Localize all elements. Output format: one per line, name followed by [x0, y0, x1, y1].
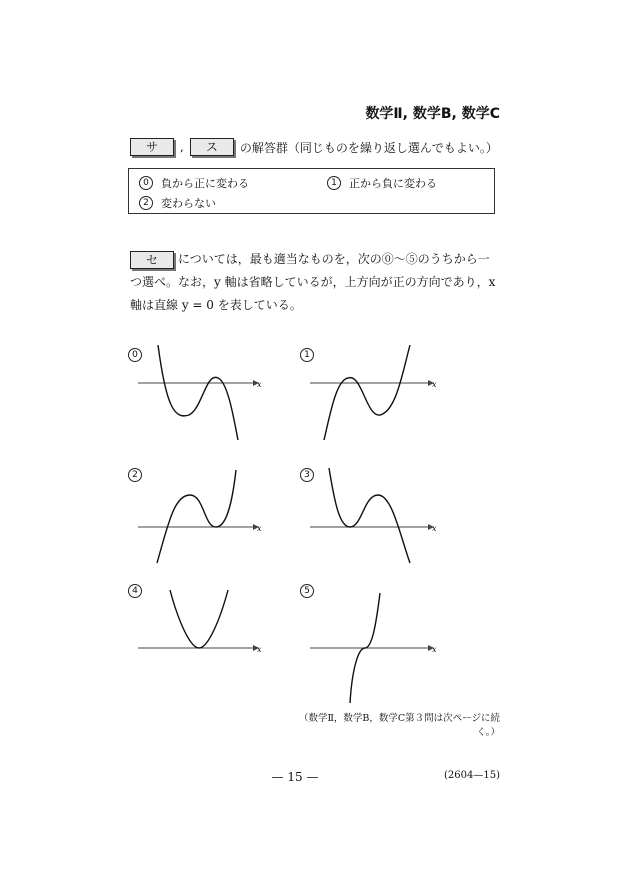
separator: ,	[180, 140, 184, 154]
option-0[interactable]	[139, 175, 249, 191]
graph-2[interactable]	[138, 465, 268, 565]
curve	[158, 345, 238, 440]
answer-group-box	[128, 168, 495, 214]
option-text: 変わらない	[161, 197, 216, 210]
option-number: 2	[139, 196, 153, 210]
x-axis-label: x	[257, 524, 262, 533]
curve	[157, 470, 236, 563]
curve	[324, 345, 410, 440]
x-axis-label: x	[257, 380, 262, 389]
curve	[329, 468, 410, 563]
graph-3-label: 3	[300, 462, 314, 482]
graph-1[interactable]	[310, 345, 440, 445]
option-2[interactable]	[139, 195, 216, 211]
subject-header: 数学Ⅱ, 数学B, 数学C	[365, 106, 500, 122]
answer-box-se[interactable]: セ	[130, 251, 174, 269]
x-axis-label: x	[432, 380, 437, 389]
page-number: — 15 —	[271, 770, 319, 784]
answer-group-title: の解答群（同じものを繰り返し選んでもよい。）	[239, 140, 498, 155]
x-axis-label: x	[432, 645, 437, 654]
continued-note: （数学Ⅱ，数学B，数学C第３問は次ページに続く。）	[298, 713, 500, 738]
graph-4[interactable]	[138, 585, 268, 665]
graph-0-label: 0	[128, 342, 142, 362]
graph-5-label: 5	[300, 578, 314, 598]
answer-box-su[interactable]: ス	[190, 138, 234, 156]
question-paragraph	[130, 248, 498, 317]
page-code: (2604—15)	[444, 770, 500, 781]
curve	[170, 590, 228, 648]
option-number: 0	[139, 176, 153, 190]
graph-0[interactable]	[138, 345, 268, 445]
option-text: 負から正に変わる	[161, 177, 249, 190]
question-text: については，最も適当なものを，次の⓪〜⑤のうちから一つ選べ。なお，y 軸は省略しているが，上方向が正の方向であり，x 軸は直線 y = 0 を表している。	[130, 252, 496, 312]
option-number: 1	[327, 176, 341, 190]
option-text: 正から負に変わる	[349, 177, 437, 190]
answer-group-heading	[130, 138, 498, 156]
x-axis-label: x	[257, 645, 262, 654]
x-axis-label: x	[432, 524, 437, 533]
graph-5[interactable]	[310, 585, 440, 707]
answer-box-sa[interactable]: サ	[130, 138, 174, 156]
graph-1-label: 1	[300, 342, 314, 362]
graph-2-label: 2	[128, 462, 142, 482]
graph-3[interactable]	[310, 465, 440, 565]
option-1[interactable]	[327, 175, 437, 191]
graph-4-label: 4	[128, 578, 142, 598]
